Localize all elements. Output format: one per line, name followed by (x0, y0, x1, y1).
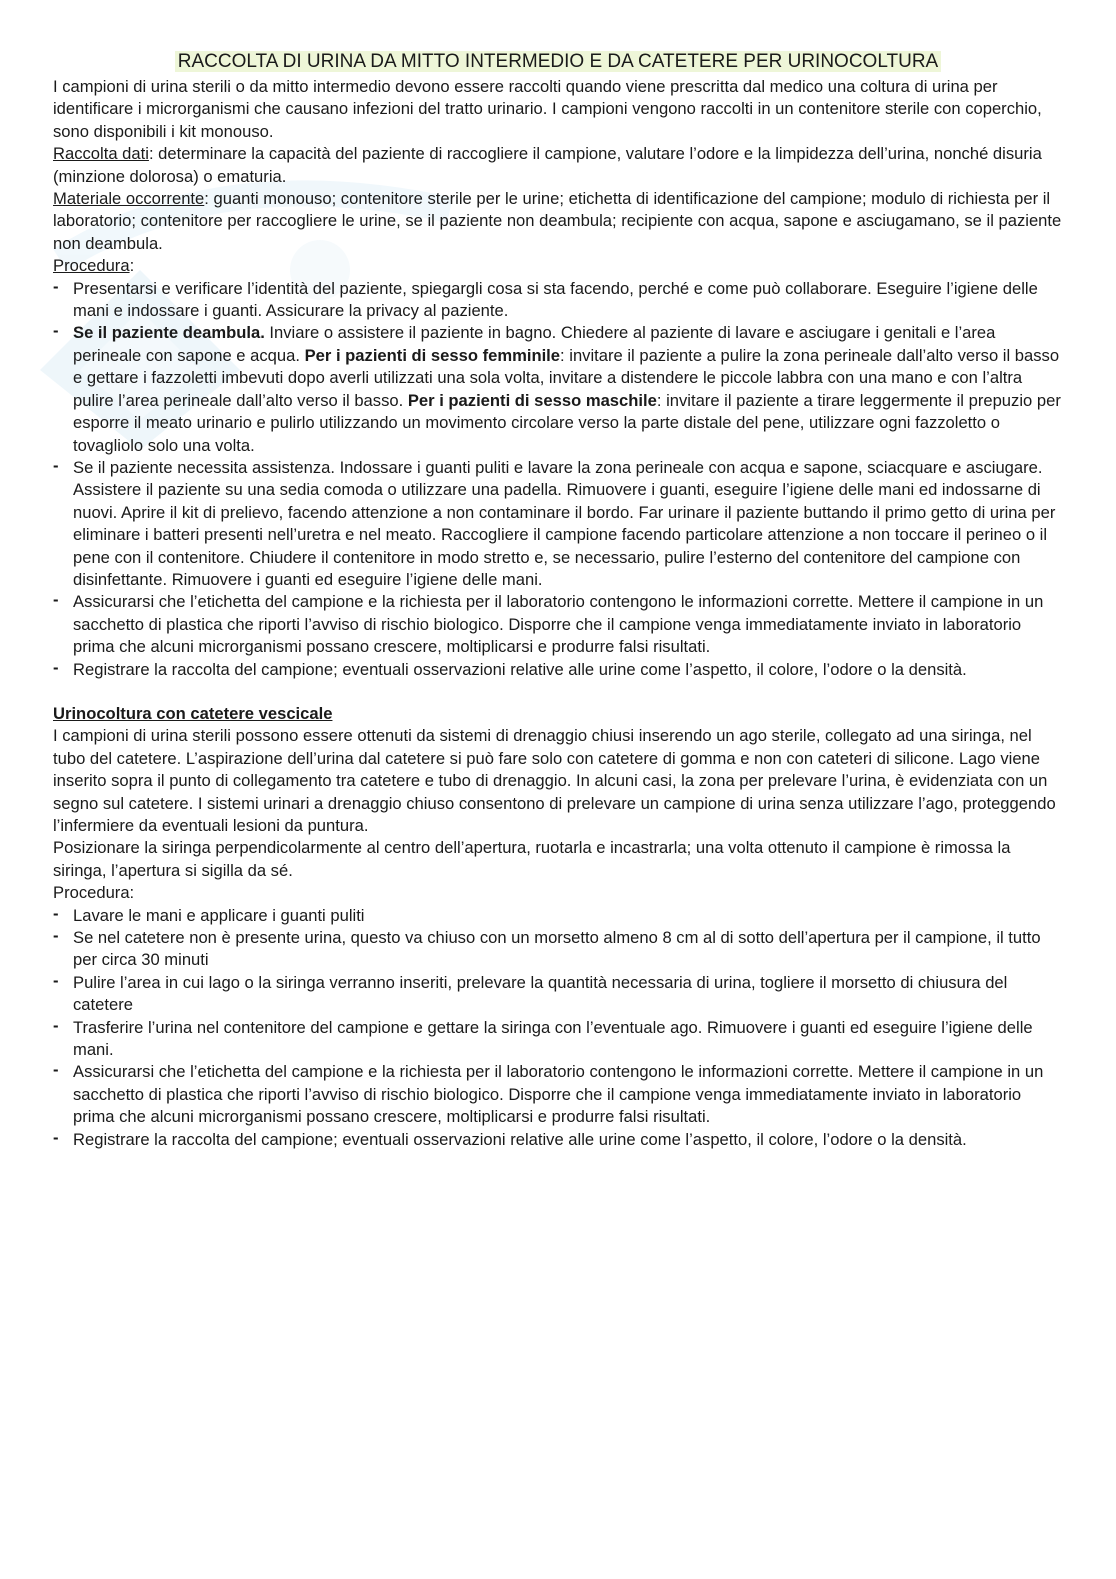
page-title: RACCOLTA DI URINA DA MITTO INTERMEDIO E DA CATETERE PER URINOCOLTURA (175, 51, 941, 72)
list-item: - Registrare la raccolta del campione; eventuali osservazioni relative alle urine come l’aspetto, il colore, l’odore o la densità. (53, 659, 1063, 681)
procedure-list-2 (53, 905, 1063, 1151)
data-collection-text: : determinare la capacità del paziente di raccogliere il campione, valutare l’odore e la limpidezza dell’urina, nonché disuria (minzione dolorosa) o ematuria. (53, 144, 1042, 186)
bold-phrase: Per i pazienti di sesso femminile (304, 345, 561, 365)
list-item: - Se il paziente necessita assistenza. Indossare i guanti puliti e lavare la zona perineale con acqua e sapone, sciacquare e asciugare. Assistere il paziente su una sedia comoda o utilizzare una padella. Rimuovere i guanti, eseguire l’igiene delle mani ed indossarne di nuovi. Aprire il kit di prelievo, facendo attenzione a non contaminare il bordo. Far urinare il paziente buttando il primo getto di urina per eliminare i batteri presenti nell’uretra e nel meato. Raccogliere il campione facendo particolare attenzione a non toccare il perineo o il pene con il contenitore. Chiudere il contenitore in modo stretto e, se necessario, pulire l’esterno del contenitore del campione con disinfettante. Rimuovere i guanti ed eseguire l’igiene delle mani. (53, 457, 1063, 591)
section-spacer (53, 681, 1063, 703)
list-item: - Se nel catetere non è presente urina, questo va chiuso con un morsetto almeno 8 cm al di sotto dell’apertura per il campione, il tutto per circa 30 minuti (53, 927, 1063, 972)
data-collection-label: Raccolta dati (53, 144, 149, 164)
list-item: - Registrare la raccolta del campione; eventuali osservazioni relative alle urine come l’aspetto, il colore, l’odore o la densità. (53, 1129, 1063, 1151)
title-row (53, 50, 1063, 74)
section-paragraph: Posizionare la siringa perpendicolarmente al centro dell’apertura, ruotarla e incastrarla; una volta ottenuto il campione è rimossa la siringa, l’apertura si sigilla da sé. (53, 838, 1011, 880)
list-item: - Assicurarsi che l’etichetta del campione e la richiesta per il laboratorio contengono le informazioni corrette. Mettere il campione in un sacchetto di plastica che riporti l’avviso di rischio biologico. Disporre che il campione venga immediatamente inviato in laboratorio prima che alcuni microrganismi possano crescere, moltiplicarsi e produrre falsi risultati. (53, 591, 1063, 658)
bold-phrase: Se il paziente deambula. (73, 323, 265, 343)
procedure-heading (53, 255, 1063, 277)
materials-paragraph (53, 188, 1063, 255)
procedure-list (53, 278, 1063, 681)
item-text: : invitare il paziente a pulire la zona perineale dall’alto verso il basso e gettare i fazzoletti imbevuti dopo averli utilizzati una sola volta, invitare a distendere le piccole labbra con una mano e con l’altra pulire l’area perineale dall’alto verso il basso. (73, 345, 1060, 410)
list-item: - Pulire l’area in cui lago o la siringa verranno inseriti, prelevare la quantità necessaria di urina, togliere il morsetto di chiusura del catetere (53, 972, 1063, 1017)
procedure-label-suffix: : (129, 256, 135, 276)
bold-phrase: Per i pazienti di sesso maschile (407, 390, 657, 410)
list-item (53, 322, 1063, 456)
materials-label: Materiale occorrente (53, 189, 205, 209)
section-paragraph: I campioni di urina sterili possono essere ottenuti da sistemi di drenaggio chiusi inserendo un ago sterile, collegato ad una siringa, nel tubo del catetere. L’aspirazione dell’urina dal catetere si può fare solo con catetere di gomma e non con cateteri di silicone. Lago viene inserito sopra il punto di collegamento tra catetere e tubo di drenaggio. In alcuni casi, la zona per prelevare l’urina, è evidenziata con un segno sul catetere. I sistemi urinari a drenaggio chiuso consentono di prelevare un campione di urina senza utilizzare l’ago, proteggendo l’infermiere da eventuali lesioni da puntura. (53, 726, 1056, 835)
procedure-heading-2: Procedura: (53, 883, 135, 903)
item-text: Inviare o assistere il paziente in bagno. Chiedere al paziente di lavare e asciugare i genitali e l’area perineale con sapone e acqua. (73, 323, 996, 365)
list-item: - Assicurarsi che l’etichetta del campione e la richiesta per il laboratorio contengono le informazioni corrette. Mettere il campione in un sacchetto di plastica che riporti l’avviso di rischio biologico. Disporre che il campione venga immediatamente inviato in laboratorio prima che alcuni microrganismi possano crescere, moltiplicarsi e produrre falsi risultati. (53, 1061, 1063, 1128)
intro-paragraph: I campioni di urina sterili o da mitto intermedio devono essere raccolti quando viene prescritta dal medico una coltura di urina per identificare i microrganismi che causano infezioni del tratto urinario. I campioni vengono raccolti in un contenitore sterile con coperchio, sono disponibili i kit monouso. (53, 77, 1042, 141)
item-text: : invitare il paziente a tirare leggermente il prepuzio per esporre il meato urinario e pulirlo utilizzando un movimento circolare verso la parte distale del pene, utilizzare ogni fazzoletto o tovagliolo solo una volta. (73, 390, 1061, 455)
list-item: - Lavare le mani e applicare i guanti puliti (53, 905, 1063, 927)
list-item: - Trasferire l’urina nel contenitore del campione e gettare la siringa con l’eventuale ago. Rimuovere i guanti ed eseguire l’igiene delle mani. (53, 1017, 1063, 1062)
data-collection-paragraph (53, 143, 1063, 188)
section-title: Urinocoltura con catetere vescicale (53, 703, 333, 723)
list-item: - Presentarsi e verificare l’identità del paziente, spiegargli cosa si sta facendo, perché e come può collaborare. Eseguire l’igiene delle mani e indossare i guanti. Assicurare la privacy al paziente. (53, 278, 1063, 323)
materials-text: : guanti monouso; contenitore sterile per le urine; etichetta di identificazione del campione; modulo di richiesta per il laboratorio; contenitore per raccogliere le urine, se il paziente non deambula; recipiente con acqua, sapone e asciugamano, se il paziente non deambula. (53, 189, 1062, 253)
procedure-label: Procedura (53, 256, 130, 276)
document-content (53, 50, 1063, 1151)
